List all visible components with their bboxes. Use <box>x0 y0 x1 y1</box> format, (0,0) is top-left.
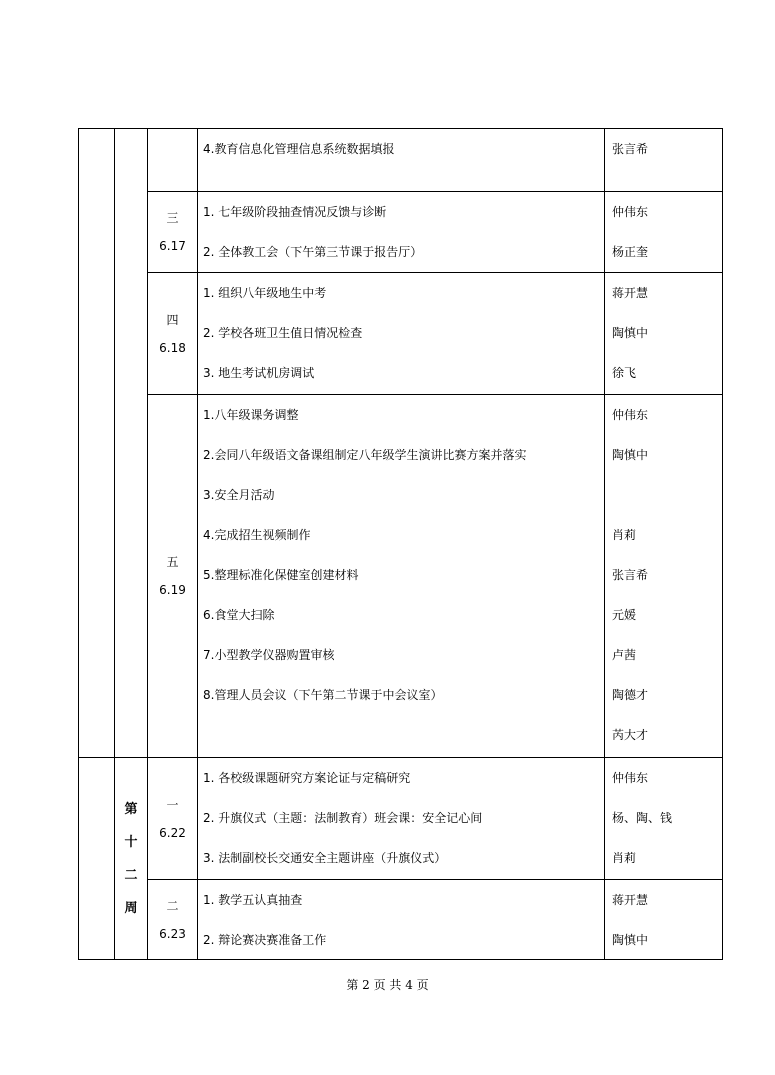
day-cell <box>148 395 198 758</box>
day-label: 三 <box>166 211 179 225</box>
person-cell <box>605 758 723 880</box>
day-cell <box>148 129 198 192</box>
task-item: 7.小型教学仪器购置审核 <box>203 648 335 662</box>
day-label: 五 <box>166 555 179 569</box>
task-item: 6.食堂大扫除 <box>203 608 275 622</box>
person-name: 元媛 <box>612 608 637 622</box>
person-name: 卢茜 <box>612 648 637 662</box>
date-label: 6.18 <box>159 340 186 355</box>
person-name: 杨正奎 <box>612 245 649 259</box>
person-cell <box>605 395 723 758</box>
task-item: 1. 教学五认真抽查 <box>203 893 303 907</box>
person-cell <box>605 273 723 395</box>
person-name: 蒋开慧 <box>612 286 649 300</box>
person-name <box>612 487 722 503</box>
table-row <box>79 273 723 395</box>
task-item: 5.整理标准化保健室创建材料 <box>203 568 359 582</box>
task-item: 1. 组织八年级地生中考 <box>203 286 327 300</box>
day-cell <box>148 273 198 395</box>
task-cell <box>198 758 605 880</box>
person-cell <box>605 880 723 960</box>
day-cell <box>148 880 198 960</box>
day-cell <box>148 192 198 273</box>
week-cell <box>115 129 148 758</box>
date-label: 6.17 <box>159 239 186 253</box>
task-item: 3.安全月活动 <box>203 488 275 502</box>
person-name: 仲伟东 <box>612 408 649 422</box>
task-item: 4.教育信息化管理信息系统数据填报 <box>203 142 395 156</box>
task-item: 4.完成招生视频制作 <box>203 528 311 542</box>
page-footer: 第 2 页 共 4 页 <box>346 978 429 992</box>
person-name: 张言希 <box>612 568 649 582</box>
person-cell <box>605 129 723 192</box>
person-name: 仲伟东 <box>612 771 649 785</box>
week-char: 第 <box>124 801 138 817</box>
task-cell <box>198 395 605 758</box>
person-name: 张言希 <box>612 142 649 156</box>
person-name: 陶德才 <box>612 688 649 702</box>
date-label: 6.23 <box>159 926 186 941</box>
task-item: 8.管理人员会议（下午第二节课于中会议室） <box>203 688 443 702</box>
week-cell <box>115 758 148 960</box>
person-name: 肖莉 <box>612 528 637 542</box>
table-row <box>79 129 723 192</box>
week-char: 二 <box>124 867 138 883</box>
task-item: 3. 法制副校长交通安全主题讲座（升旗仪式） <box>203 851 447 865</box>
person-name: 芮大才 <box>612 728 649 742</box>
week-char: 十 <box>124 834 138 850</box>
person-name: 陶慎中 <box>612 326 649 340</box>
date-label: 6.19 <box>159 583 186 597</box>
day-label: 二 <box>166 898 179 913</box>
task-cell <box>198 880 605 960</box>
schedule-table <box>78 128 723 960</box>
task-cell <box>198 192 605 273</box>
person-name: 蒋开慧 <box>612 893 649 907</box>
task-item: 3. 地生考试机房调试 <box>203 366 315 380</box>
task-item: 2. 全体教工会（下午第三节课于报告厅） <box>203 245 423 259</box>
task-item: 1.八年级课务调整 <box>203 408 299 422</box>
date-label: 6.22 <box>159 825 186 840</box>
task-cell <box>198 273 605 395</box>
table-row <box>79 395 723 758</box>
week-char: 周 <box>124 900 138 916</box>
person-name: 杨、陶、钱 <box>612 811 673 825</box>
month-cell <box>79 129 115 758</box>
person-name: 陶慎中 <box>612 933 649 947</box>
day-cell <box>148 758 198 880</box>
task-item: 2. 辩论赛决赛准备工作 <box>203 933 327 947</box>
person-name: 肖莉 <box>612 851 637 865</box>
month-cell <box>79 758 115 960</box>
task-item: 2.会同八年级语文备课组制定八年级学生演讲比赛方案并落实 <box>203 448 527 462</box>
person-name: 徐飞 <box>612 366 637 380</box>
task-item: 1. 七年级阶段抽查情况反馈与诊断 <box>203 205 387 219</box>
person-name: 陶慎中 <box>612 448 649 462</box>
day-label: 四 <box>166 312 179 327</box>
person-name: 仲伟东 <box>612 205 649 219</box>
table-row <box>79 880 723 960</box>
task-cell <box>198 129 605 192</box>
task-item: 1. 各校级课题研究方案论证与定稿研究 <box>203 771 411 785</box>
table-row <box>79 758 723 880</box>
task-item: 2. 升旗仪式（主题：法制教育）班会课：安全记心间 <box>203 811 483 825</box>
task-item: 2. 学校各班卫生值日情况检查 <box>203 326 363 340</box>
day-label: 一 <box>166 797 179 812</box>
person-cell <box>605 192 723 273</box>
table-row <box>79 192 723 273</box>
